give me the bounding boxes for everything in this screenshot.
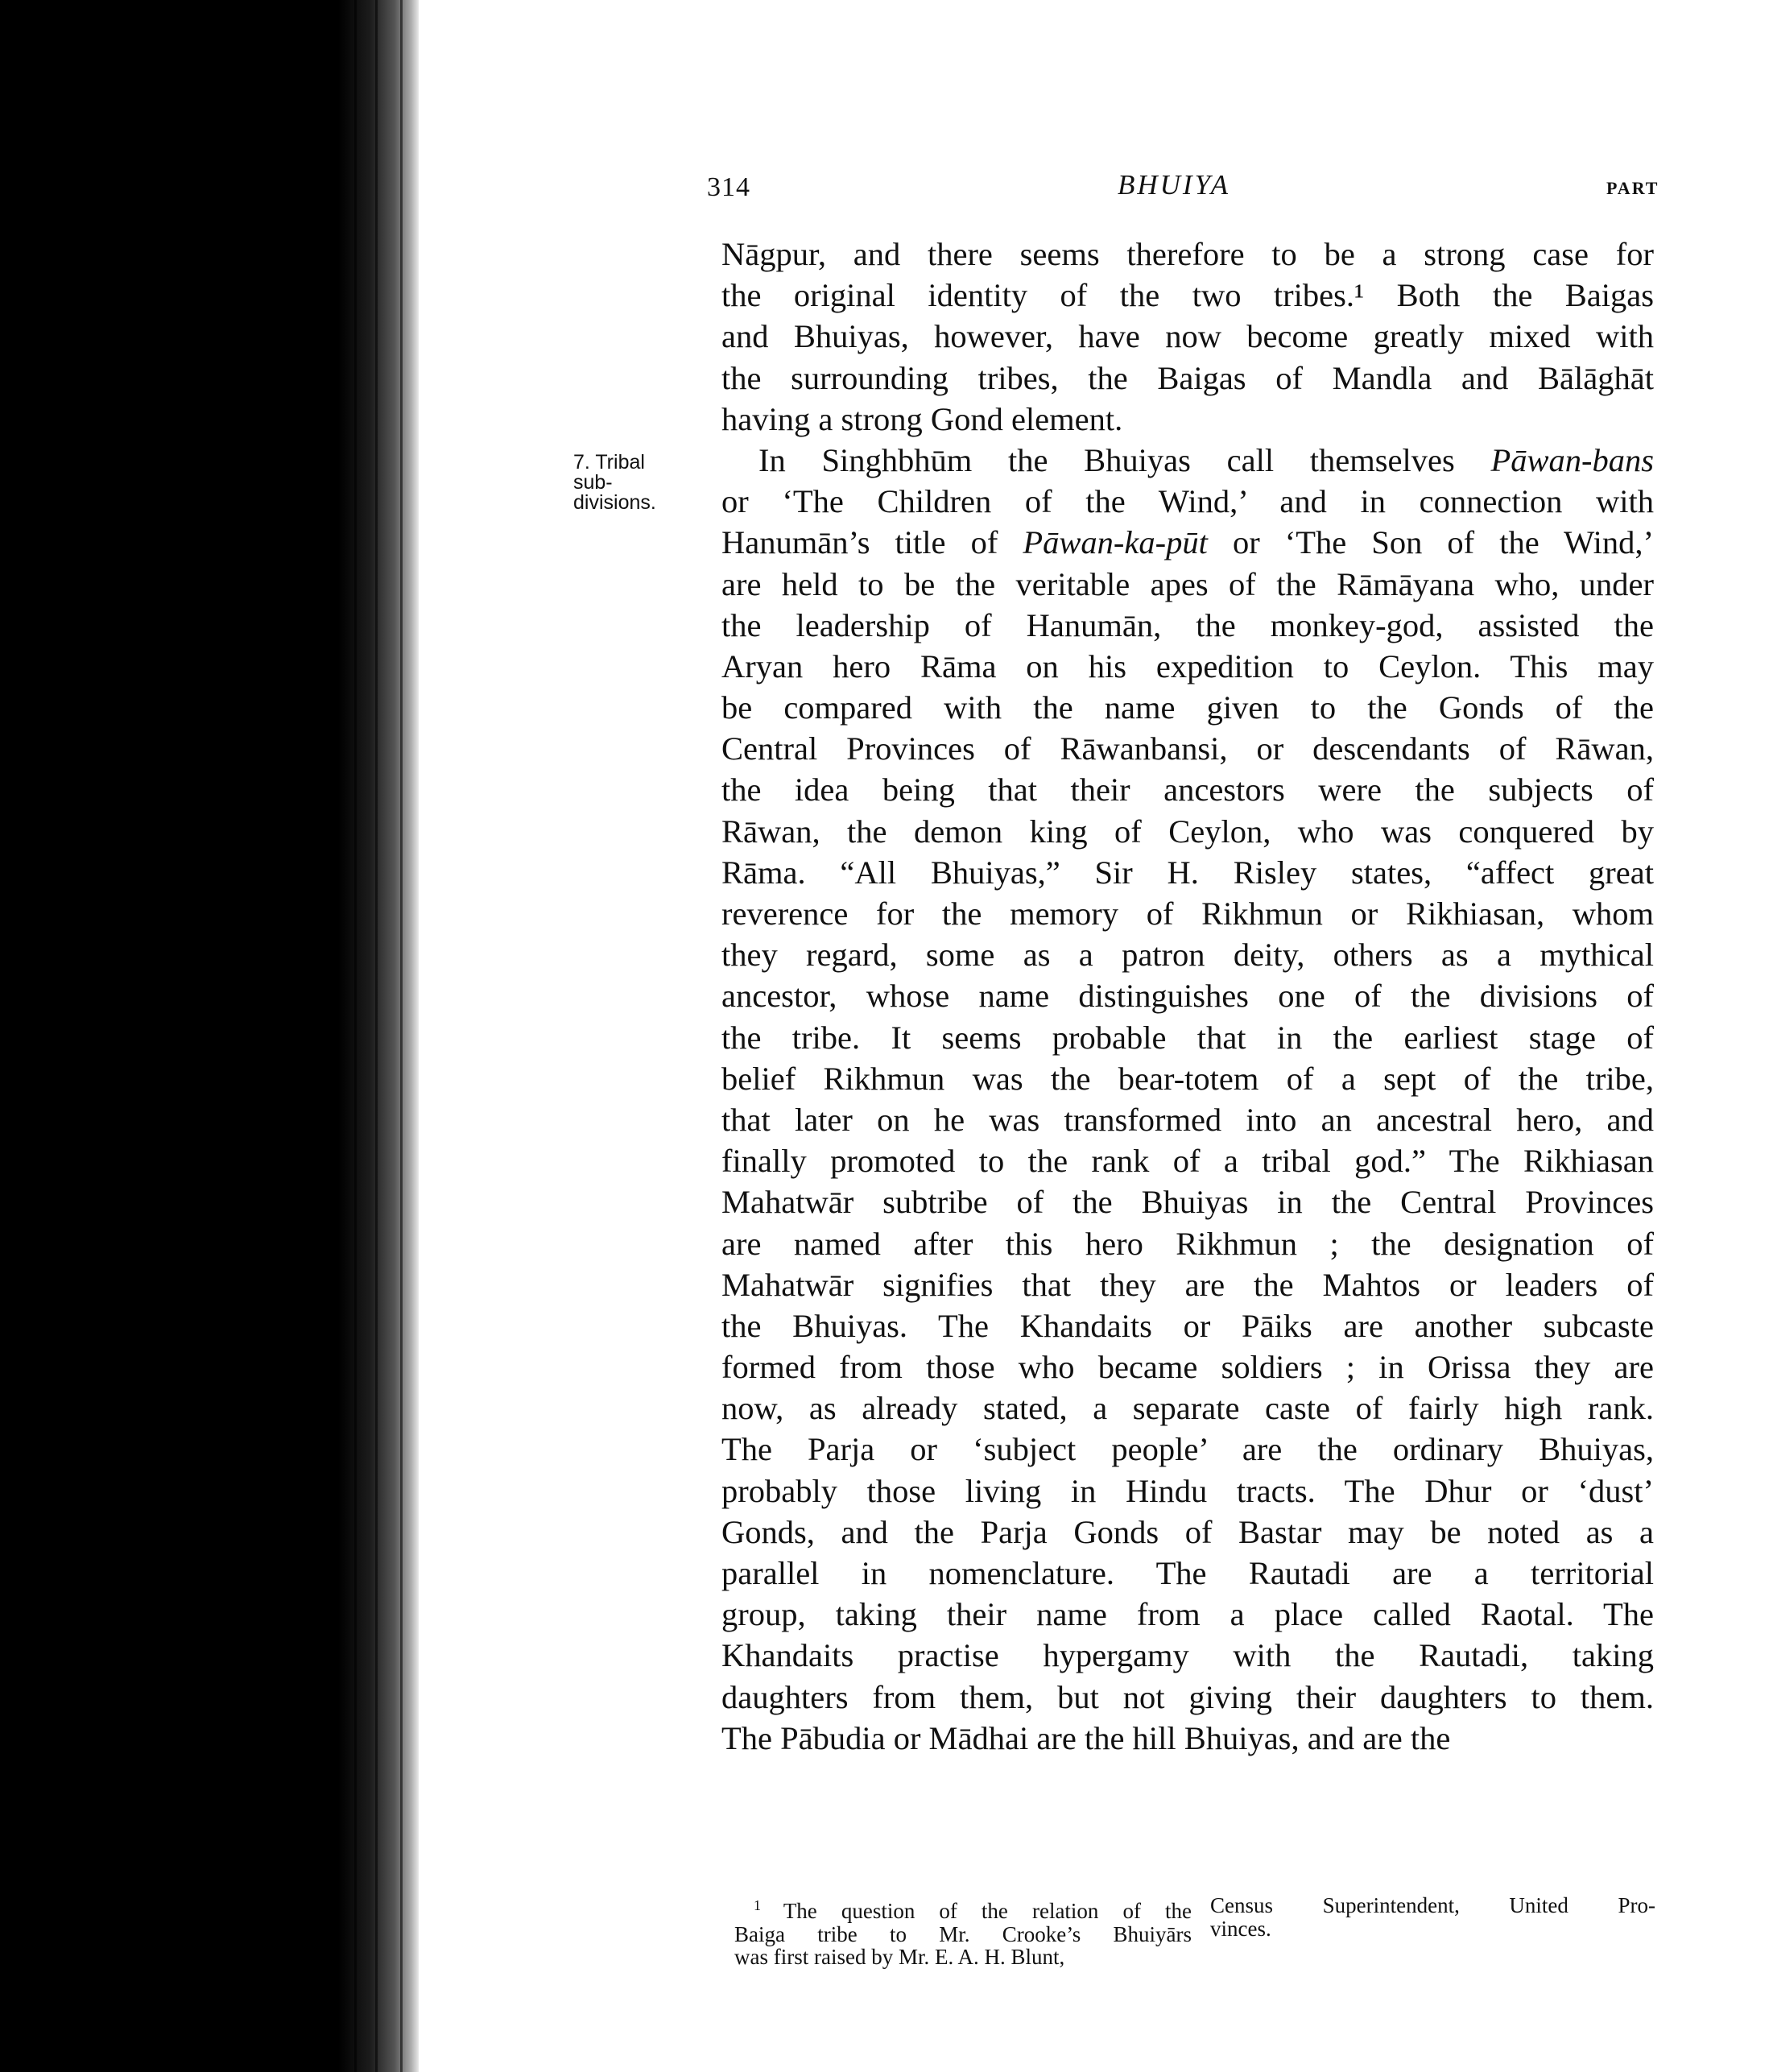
body-line: belief Rikhmun was the bear-totem of a sept of the tribe, [721, 1060, 1654, 1097]
footnote-line: Census Superintendent, United Pro- [1210, 1893, 1655, 1917]
footnote-line: $^1$ The question of the relation of the [754, 1897, 1192, 1923]
body-line: Mahatwār signifies that they are the Mahtos or leaders of [721, 1266, 1654, 1303]
body-line: now, as already stated, a separate caste of fairly high rank. [721, 1390, 1654, 1427]
body-line: finally promoted to the rank of a tribal god.” The Rikhiasan [721, 1143, 1654, 1180]
body-line: probably those living in Hindu tracts. The Dhur or ‘dust’ [721, 1472, 1654, 1509]
body-line: or ‘The Children of the Wind,’ and in connection with [721, 483, 1654, 520]
body-line: the idea being that their ancestors were the subjects of [721, 771, 1654, 809]
body-line: daughters from them, but not giving their daughters to them. [721, 1678, 1654, 1715]
body-line: that later on he was transformed into an ancestral hero, and [721, 1101, 1654, 1138]
binding-edge-line [354, 0, 357, 2072]
binding-edge-line [375, 0, 378, 2072]
page-number: 314 [707, 172, 750, 202]
body-line: are named after this hero Rikhmun ; the designation of [721, 1225, 1654, 1262]
body-line: formed from those who became soldiers ; in Orissa they are [721, 1349, 1654, 1386]
body-text [721, 234, 1654, 1759]
body-line: Central Provinces of Rāwanbansi, or descendants of Rāwan, [721, 730, 1654, 767]
body-line: Rāwan, the demon king of Ceylon, who was conquered by [721, 813, 1654, 850]
body-line: are held to be the veritable apes of the Rāmāyana who, under [721, 565, 1654, 602]
body-line: Khandaits practise hypergamy with the Rautadi, taking [721, 1637, 1654, 1674]
body-line: the surrounding tribes, the Baigas of Mandla and Bālāghāt [721, 359, 1654, 396]
body-line: ancestor, whose name distinguishes one of the divisions of [721, 978, 1654, 1015]
body-line: having a strong Gond element. [721, 400, 1123, 437]
part-label: PART [1606, 178, 1659, 198]
footnote-column-1 [734, 1894, 1192, 1969]
marginal-note-line: sub- [573, 471, 613, 494]
footnote-line: vinces. [1210, 1916, 1271, 1941]
body-line: Hanumān’s title of Pāwan-ka-pūt or ‘The Son of the Wind,’ [721, 524, 1654, 561]
body-line: Mahatwār subtribe of the Bhuiyas in the Central Provinces [721, 1184, 1654, 1221]
footnote-column-2 [1210, 1894, 1655, 1940]
body-line: Aryan hero Rāma on his expedition to Ceylon. This may [721, 647, 1654, 684]
body-line: The Parja or ‘subject people’ are the ordinary Bhuiyas, [721, 1431, 1654, 1468]
footnote-marker: 1 [754, 1897, 783, 1913]
body-line: Rāma. “All Bhuiyas,” Sir H. Risley states, “affect great [721, 854, 1654, 891]
marginal-note-line: 7. Tribal [573, 451, 645, 474]
body-line: and Bhuiyas, however, have now become greatly mixed with [721, 318, 1654, 355]
body-line: The Pābudia or Mādhai are the hill Bhuiyas, and are the [721, 1719, 1451, 1756]
body-line: group, taking their name from a place called Raotal. The [721, 1596, 1654, 1633]
marginal-note [573, 453, 694, 513]
body-line: be compared with the name given to the Gonds of the [721, 689, 1654, 726]
body-line: Nāgpur, and there seems therefore to be a strong case for [721, 236, 1654, 272]
body-line: the original identity of the two tribes.¹ Both the Baigas [721, 277, 1654, 314]
body-line: the leadership of Hanumān, the monkey-god, assisted the [721, 606, 1654, 643]
body-line: they regard, some as a patron deity, others as a mythical [721, 937, 1654, 974]
body-line: parallel in nomenclature. The Rautadi are a territorial [721, 1555, 1654, 1591]
running-title: BHUIYA [1118, 169, 1230, 201]
body-line: Gonds, and the Parja Gonds of Bastar may be noted as a [721, 1513, 1654, 1550]
footnote-line: Baiga tribe to Mr. Crooke’s Bhuiyārs [734, 1921, 1192, 1946]
binding-edge-line [400, 0, 403, 2072]
body-line: In Singhbhūm the Bhuiyas call themselves Pāwan-bans [758, 441, 1654, 478]
footnote-line: was first raised by Mr. E. A. H. Blunt, [734, 1945, 1065, 1969]
marginal-note-line: divisions. [573, 491, 656, 514]
body-line: reverence for the memory of Rikhmun or Rikhiasan, whom [721, 895, 1654, 932]
body-line: the tribe. It seems probable that in the earliest stage of [721, 1019, 1654, 1056]
body-line: the Bhuiyas. The Khandaits or Pāiks are another subcaste [721, 1307, 1654, 1344]
